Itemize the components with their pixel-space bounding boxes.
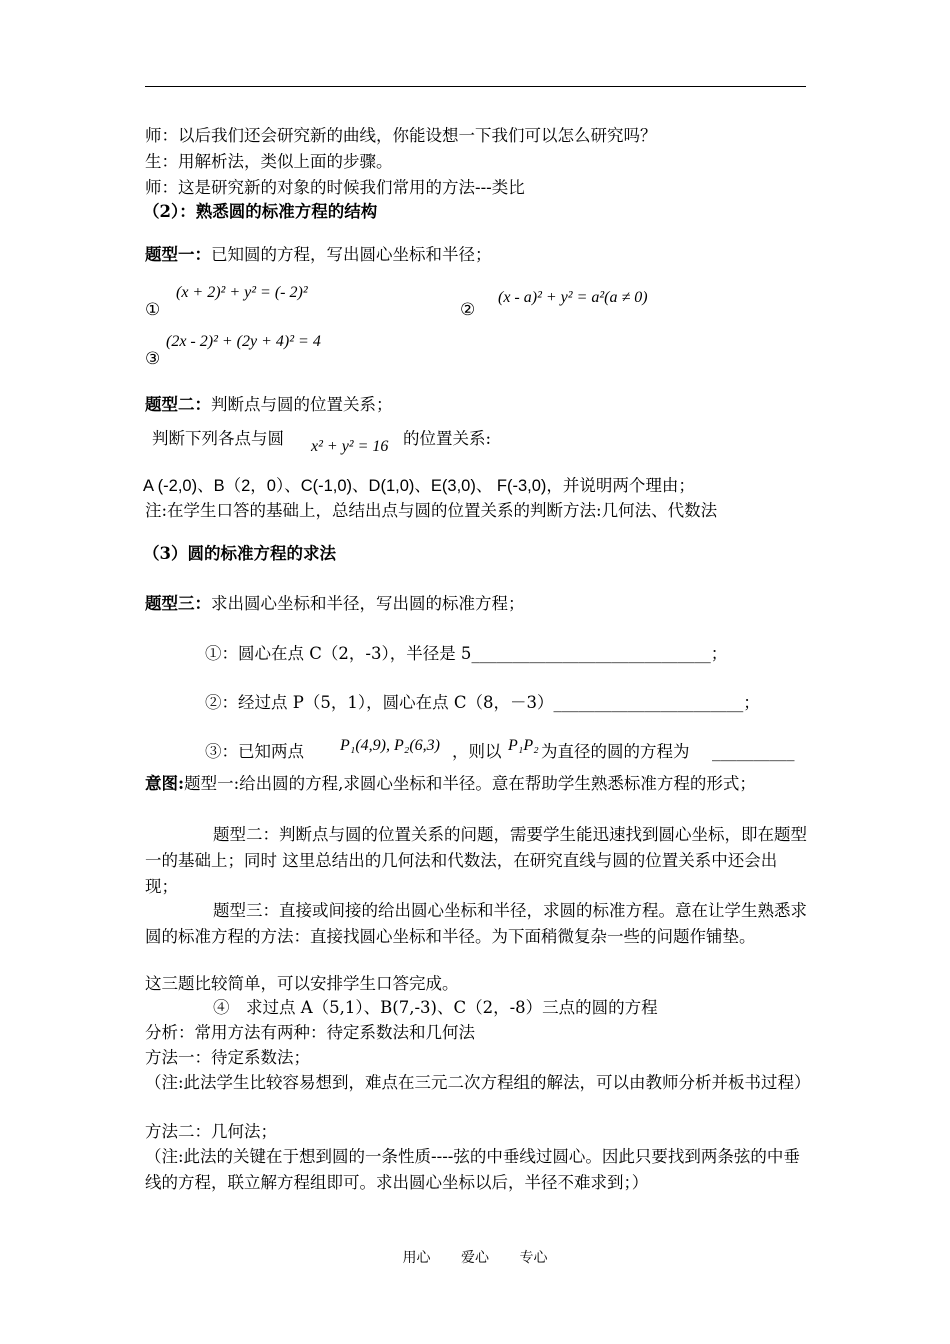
question-3-a: ③：已知两点 (205, 742, 304, 761)
formula-2: (x - a)² + y² = a²(a ≠ 0) (498, 289, 648, 306)
dialogue-teacher-2: 师：这是研究新的对象的时候我们常用的方法---类比 (145, 178, 525, 197)
easy-note: 这三题比较简单，可以安排学生口答完成。 (145, 974, 459, 993)
method-2: 方法二：几何法； (145, 1122, 277, 1141)
question-2-blank: _______________________； (553, 693, 760, 712)
type-2-line (145, 394, 393, 416)
section-3-heading: （3）圆的标准方程的求法 (143, 544, 336, 563)
question-3-b: ，则以 (452, 742, 502, 761)
type-2-points: A (-2,0)、B（2，0）、C(-1,0)、D(1,0)、E(3,0)、 F(-3,0)，并说明两个理由； (143, 477, 695, 495)
type-2-note: 注:在学生口答的基础上，总结出点与圆的位置关系的判断方法:几何法、代数法 (145, 501, 718, 520)
intent-paragraph (145, 771, 807, 797)
method-1: 方法一：待定系数法； (145, 1048, 310, 1067)
type-3-label: 题型三： (145, 594, 211, 613)
question-2-text: ②：经过点 P（5，1），圆心在点 C（8，－3） (205, 693, 554, 712)
type-3-line (145, 593, 525, 615)
method-1-note: （注:此法学生比较容易想到，难点在三元二次方程组的解法，可以由教师分析并板书过程） (145, 1073, 811, 1092)
question-3-blank: __________ (712, 742, 795, 761)
circled-3: ③ (145, 349, 161, 369)
type-2-question-a: 判断下列各点与圆 (152, 429, 284, 448)
page-footer: 用心 爱心 专心 (402, 1250, 548, 1266)
method-2-note: （注:此法的关键在于想到圆的一条性质----弦的中垂线过圆心。因此只要找到两条弦的中垂线的方程，联立解方程组即可。求出圆心坐标以后，半径不难求到；） (145, 1147, 800, 1192)
analysis-line: 分析：常用方法有两种：待定系数法和几何法 (145, 1023, 475, 1042)
question-4: ④ 求过点 A（5,1）、B(7,-3)、C（2，-8）三点的圆的方程 (213, 998, 658, 1017)
intent-label: 意图: (145, 774, 185, 793)
question-1 (205, 643, 727, 665)
formula-5: P₁(4,9), P₂(6,3) (340, 737, 440, 754)
question-1-blank: _____________________________； (471, 644, 728, 663)
formula-1: (x + 2)² + y² = (- 2)² (176, 284, 308, 301)
type-2-text: 判断点与圆的位置关系； (211, 395, 393, 414)
type-1-text: 已知圆的方程，写出圆心坐标和半径； (211, 245, 492, 264)
section-2-heading: （2）：熟悉圆的标准方程的结构 (143, 202, 378, 221)
dialogue-teacher-1: 师：以后我们还会研究新的曲线，你能设想一下我们可以怎么研究吗？ (145, 126, 657, 145)
circled-2: ② (460, 300, 476, 320)
type-1-line (145, 244, 492, 266)
type-2-question-b: 的位置关系: (403, 429, 492, 448)
type-1-label: 题型一： (145, 245, 211, 264)
header-rule (145, 86, 806, 87)
type-2-label: 题型二： (145, 395, 211, 414)
intent-text: 题型一:给出圆的方程,求圆心坐标和半径。意在帮助学生熟悉标准方程的形式； (184, 774, 756, 793)
intent-paragraph-3: 题型三：直接或间接的给出圆心坐标和半径，求圆的标准方程。意在让学生熟悉求圆的标准方程的方法：直接找圆心坐标和半径。为下面稍微复杂一些的问题作铺垫。 (145, 901, 807, 946)
question-2 (205, 692, 760, 714)
question-3-c: 为直径的圆的方程为 (541, 742, 690, 761)
question-1-text: ①：圆心在点 C（2，-3），半径是 5 (205, 644, 472, 663)
formula-4: x² + y² = 16 (311, 438, 389, 455)
intent-paragraph-2: 题型二：判断点与圆的位置关系的问题，需要学生能迅速找到圆心坐标，即在题型一的基础上；同时 这里总结出的几何法和代数法，在研究直线与圆的位置关系中还会出现； (145, 825, 807, 896)
formula-3: (2x - 2)² + (2y + 4)² = 4 (166, 333, 321, 350)
formula-6: P₁P₂ (508, 737, 539, 754)
type-3-text: 求出圆心坐标和半径，写出圆的标准方程； (211, 594, 525, 613)
dialogue-student: 生：用解析法，类似上面的步骤。 (145, 152, 393, 171)
circled-1: ① (145, 300, 161, 320)
